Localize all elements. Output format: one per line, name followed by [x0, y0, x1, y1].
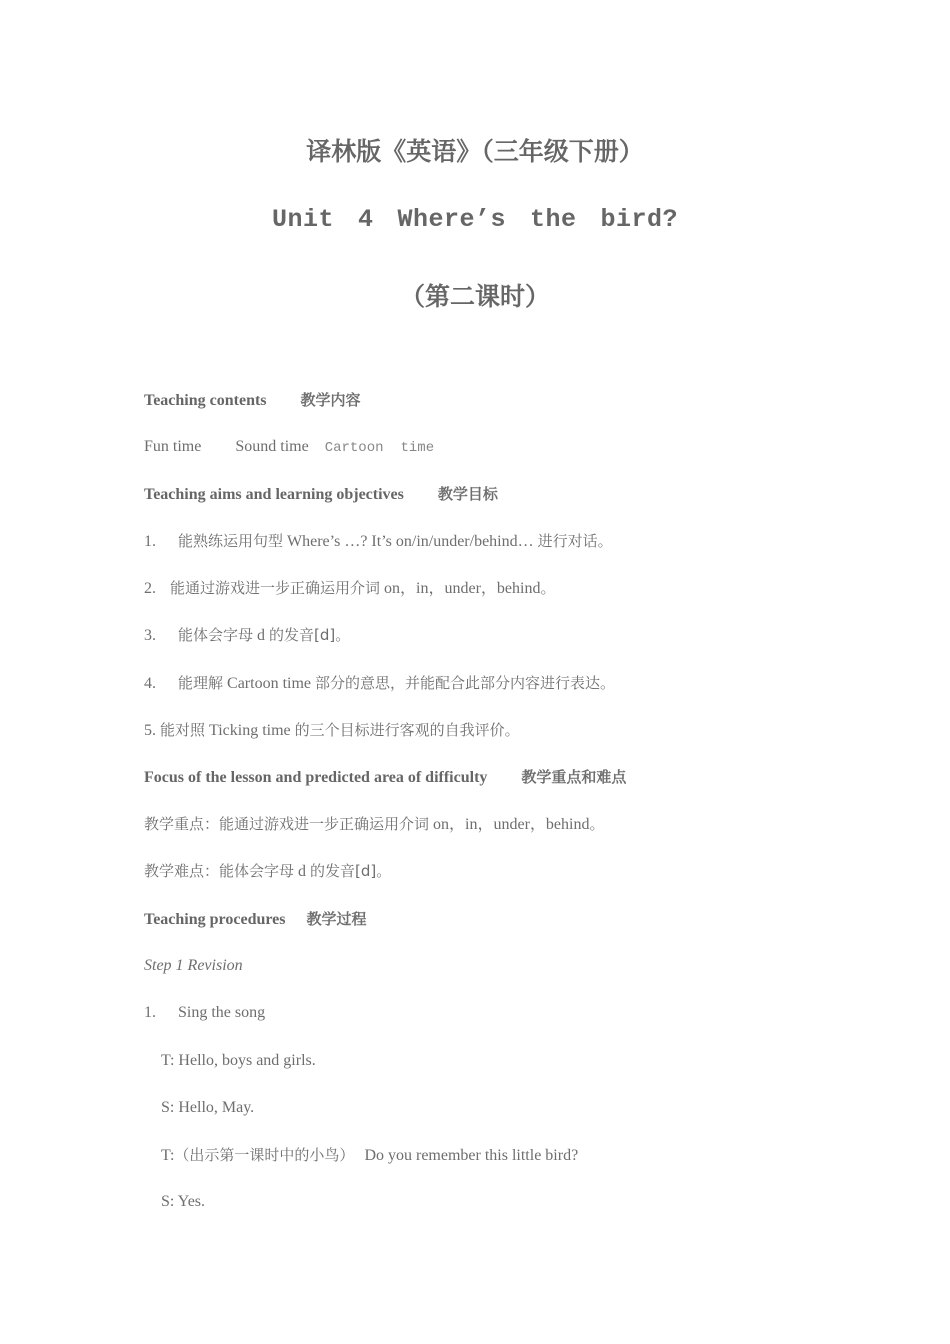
unit-number: 4: [357, 205, 374, 234]
dialog-line-4: S: Yes.: [161, 1193, 206, 1210]
dialog-line-2: S: Hello, May.: [161, 1099, 255, 1116]
aim-number: 1.: [144, 533, 156, 550]
aims-heading-en: Teaching aims and learning objectives: [144, 486, 404, 503]
procedures-heading: [144, 909, 367, 930]
lesson-title: （第二课时）: [399, 282, 550, 311]
unit-word-where: Where’s: [397, 205, 507, 234]
focus-heading-cn: 教学重点和难点: [521, 768, 627, 786]
aim-number: 2.: [144, 580, 156, 597]
contents-item-time: time: [400, 440, 435, 456]
aim-number: 4.: [144, 675, 156, 692]
focus-heading: [144, 767, 626, 788]
procedure-number: 1.: [144, 1004, 156, 1021]
document-title: 译林版《英语》（三年级下册）: [306, 137, 644, 166]
unit-word-the: the: [530, 205, 577, 234]
procedure-item-1: 1. Sing the song: [144, 1004, 266, 1021]
dialog-line-3: T:（出示第一课时中的小鸟） Do you remember this little bird?: [161, 1146, 579, 1164]
contents-item-sound: Sound time: [235, 438, 309, 455]
unit-word-bird: bird?: [600, 205, 679, 234]
unit-word: Unit: [271, 205, 334, 234]
aim-item-5: 5. 能对照 Ticking time 的三个目标进行客观的自我评价。: [144, 721, 520, 739]
aim-number: 3.: [144, 627, 156, 644]
dialog-line-1: T: Hello, boys and girls.: [161, 1052, 316, 1069]
contents-item-fun: Fun time: [144, 438, 202, 455]
aim-item-1: 1. 能熟练运用句型 Where’s …? It’s on/in/under/behind… 进行对话。: [144, 532, 613, 550]
focus-heading-en: Focus of the lesson and predicted area of difficulty: [144, 769, 488, 786]
step-1-heading: Step 1 Revision: [144, 957, 243, 974]
aims-heading: [144, 484, 498, 505]
aim-item-4: 4. 能理解 Cartoon time 部分的意思，并能配合此部分内容进行表达。: [144, 674, 616, 692]
focus-key-point: 教学重点：能通过游戏进一步正确运用介词 on，in，under，behind。: [144, 815, 605, 833]
contents-heading-cn: 教学内容: [300, 391, 361, 409]
contents-items: [144, 437, 434, 458]
aim-item-3: 3. 能体会字母 d 的发音[d]。: [144, 626, 351, 644]
aims-heading-cn: 教学目标: [437, 485, 498, 503]
contents-item-cartoon: Cartoon: [324, 440, 384, 456]
contents-heading-en: Teaching contents: [144, 392, 267, 409]
focus-difficulty: 教学难点：能体会字母 d 的发音[d]。: [144, 862, 392, 880]
aim-number: 5.: [144, 722, 156, 739]
procedures-heading-en: Teaching procedures: [144, 911, 286, 928]
unit-title: [0, 205, 950, 234]
procedures-heading-cn: 教学过程: [306, 910, 367, 928]
contents-heading: [144, 390, 361, 411]
aim-item-2: 2. 能通过游戏进一步正确运用介词 on，in，under，behind。: [144, 579, 556, 597]
